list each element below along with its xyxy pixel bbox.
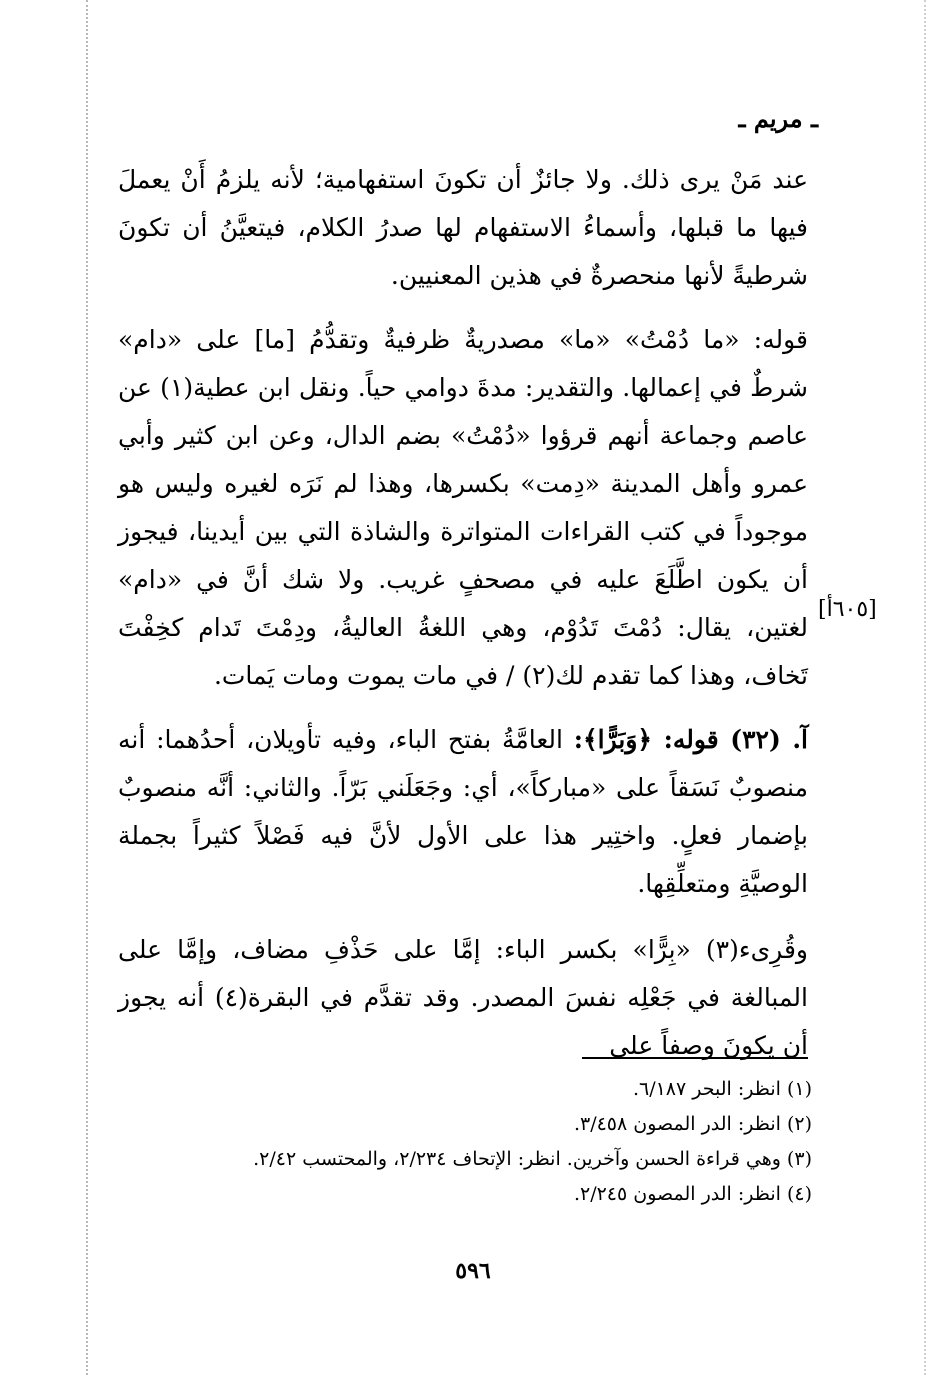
- footnote-3: (٣) وهي قراءة الحسن وآخرين. انظر: الإتحاف ٢/٢٣٤، والمحتسب ٢/٤٢.: [253, 1148, 812, 1170]
- footnotes: [150, 1072, 812, 1212]
- paragraph-1: [118, 156, 808, 300]
- footnote-divider: [582, 1057, 808, 1059]
- footnote-2: (٢) انظر: الدر المصون ٣/٤٥٨.: [573, 1113, 812, 1135]
- verse-lead: آ. (٣٢) قوله: ﴿وَبَرًّا﴾:: [573, 725, 808, 754]
- running-header: ـ مريم ـ: [738, 104, 818, 133]
- footnote-4: (٤) انظر: الدر المصون ٢/٢٤٥.: [573, 1183, 812, 1205]
- paragraph-4: [118, 926, 808, 1070]
- paragraph-3-body: العامَّةُ بفتح الباء، وفيه تأويلان، أحدُهما: أنه منصوبٌ نَسَقاً على «مباركاً»، أي: وجَعَلَني بَرّاً. والثاني: أنَّه منصوبٌ بإضمار فعلٍ. واختِير هذا على الأول لأنَّ فيه فَصْلاً كثيراً بجملة الوصيَّةِ ومتعلِّقِها.: [118, 725, 808, 898]
- paragraph-3: [118, 716, 808, 908]
- binding-dotted-line: [86, 0, 88, 1375]
- page-number: ٥٩٦: [455, 1258, 491, 1284]
- footnote-1: (١) انظر: البحر ٦/١٨٧.: [632, 1078, 812, 1100]
- manuscript-folio-marker: [٦٠٥أ]: [818, 597, 877, 622]
- paragraph-3-text: [118, 716, 808, 908]
- edge-dotted-line: [924, 0, 926, 1375]
- paragraph-1-text: عند مَنْ يرى ذلك. ولا جائزٌ أن تكونَ استفهامية؛ لأنه يلزمُ أَنْ يعملَ فيها ما قبلها، وأسماءُ الاستفهام لها صدرُ الكلام، فيتعيَّنُ أن تكونَ شرطيةً لأنها منحصرةٌ في هذين المعنيين.: [118, 165, 808, 290]
- paragraph-2: [118, 316, 808, 700]
- paragraph-2-text: قوله: «ما دُمْتُ» «ما» مصدريةٌ ظرفيةٌ وتقدُّمُ [ما] على «دام» شرطٌ في إعمالها. والتقدير: مدةَ دوامي حياً. ونقل ابن عطية(١) عن عاصم وجماعة أنهم قرؤوا «دُمْتُ» بضم الدال، وعن ابن كثير وأبي عمرو وأهل المدينة «دِمت» بكسرها، وهذا لم نَرَه لغيره وليس هو موجوداً في كتب القراءات المتواترة والشاذة التي بين أيدينا، فيجوز أن يكون اطَّلَعَ عليه في مصحفٍ غريب. ولا شك أنَّ في «دام» لغتين، يقال: دُمْتَ تَدُوْم، وهي اللغةُ العاليةُ، ودِمْتَ تَدام كخِفْتَ تَخاف، وهذا كما تقدم لك(٢) / في مات يموت ومات يَمات.: [118, 325, 809, 690]
- paragraph-4-text: وقُرِىء(٣) «بِرًّا» بكسر الباء: إمَّا على حَذْفِ مضاف، وإمَّا على المبالغة في جَعْلِه نفسَ المصدر. وقد تقدَّم في البقرة(٤) أنه يجوز أن يكونَ وصفاً على: [118, 935, 808, 1060]
